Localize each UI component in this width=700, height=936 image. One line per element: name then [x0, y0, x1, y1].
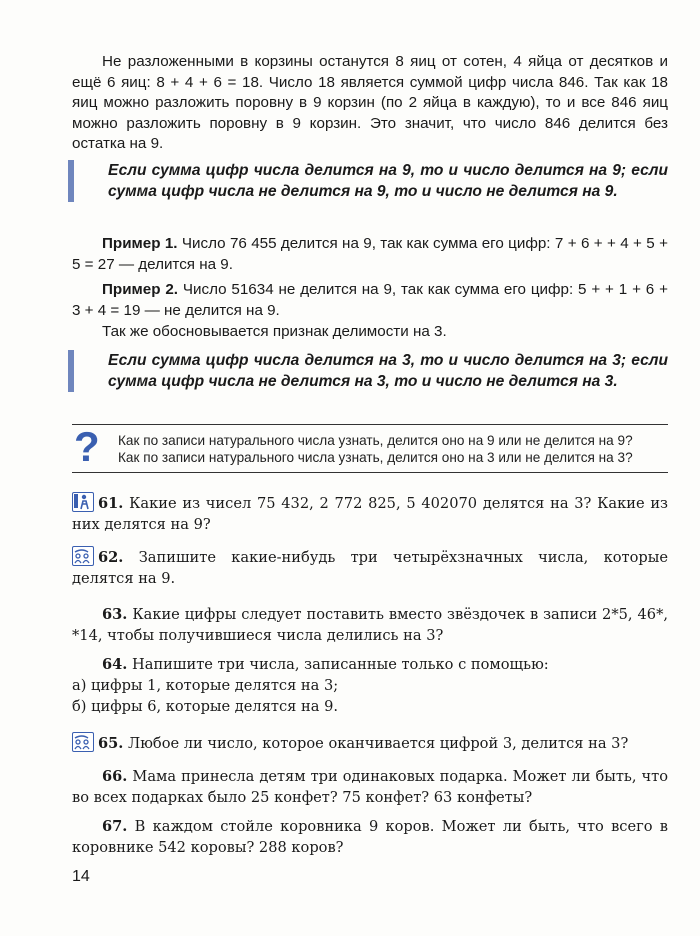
question-mark-icon: ?: [74, 423, 100, 470]
exercise-66-number: 66.: [102, 768, 128, 785]
exercise-64-number: 64.: [102, 656, 128, 673]
exercise-62-number: 62.: [98, 549, 124, 566]
exercise-64-part-b: б) цифры 6, которые делятся на 9.: [72, 698, 338, 715]
transition-text: Так же обосновывается признак делимости на 3.: [102, 323, 447, 340]
exercise-65-text: Любое ли число, которое оканчивается цифрой 3, делится на 3?: [128, 735, 629, 752]
intro-paragraph: Не разложенными в корзины останутся 8 яиц от сотен, 4 яйца от десятков и ещё 6 яиц: 8 + 4 + 6 = 18. Число 18 является суммой цифр числа 846. Так как 18 яиц можно разложить поровну в 9 корзин (по 2 яйца в каждую), то и все 846 яиц можно разложить поровну в 9 корзин. Это значит, что число 846 делится без остатка на 9.: [72, 53, 668, 152]
exercise-64-text: Напишите три числа, записанные только с помощью:: [132, 656, 549, 673]
question-1: Как по записи натурального числа узнать, делится оно на 9 или не делится на 9?: [118, 433, 633, 448]
exercise-64: [72, 654, 668, 717]
example-2-text: Число 51634 не делится на 9, так как сумма его цифр: 5 + + 1 + 6 + 3 + 4 = 19 — не делится на 9.: [72, 281, 668, 319]
exercise-61-number: 61.: [98, 495, 124, 512]
exercise-61-text: Какие из чисел 75 432, 2 772 825, 5 402070 делятся на 3? Какие из них делятся на 9?: [72, 495, 669, 533]
exercise-67-number: 67.: [102, 818, 128, 835]
exercise-66: [72, 766, 668, 808]
exercise-64-stem: [72, 654, 668, 675]
example-2: [72, 280, 668, 321]
example-1-label: Пример 1.: [102, 235, 178, 252]
rule-9-text: Если сумма цифр числа делится на 9, то и число делится на 9; если сумма цифр числа не делится на 9, то и число не делится на 9.: [108, 162, 668, 200]
independent-work-icon: [72, 492, 94, 512]
example-1-text: Число 76 455 делится на 9, так как сумма его цифр: 7 + 6 + + 4 + 5 + 5 = 27 — делится на 9.: [72, 235, 668, 273]
rule-divisibility-3: [68, 350, 668, 392]
exercise-62: [72, 546, 668, 589]
review-questions: [118, 432, 678, 466]
exercise-63-number: 63.: [102, 606, 128, 623]
exercise-65: [72, 732, 668, 754]
example-2-label: Пример 2.: [102, 281, 179, 298]
exercise-67-text: В каждом стойле коровника 9 коров. Может ли быть, что всего в коровнике 542 коровы? 288 коров?: [72, 818, 668, 856]
exercise-63-text: Какие цифры следует поставить вместо звёздочек в записи 2*5, 46*, *14, чтобы получившиеся числа делились на 3?: [72, 606, 669, 644]
rule-3-text: Если сумма цифр числа делится на 3, то и число делится на 3; если сумма цифр числа не делится на 3, то и число не делится на 3.: [108, 352, 668, 390]
pair-work-icon: [72, 732, 94, 752]
page-number: 14: [72, 868, 90, 885]
exercise-65-number: 65.: [98, 735, 124, 752]
exercise-67: [72, 816, 668, 858]
pair-work-icon: [72, 546, 94, 566]
question-2: Как по записи натурального числа узнать, делится оно на 3 или не делится на 3?: [118, 450, 633, 465]
exercise-64-part-a: а) цифры 1, которые делятся на 3;: [72, 677, 339, 694]
divider-bottom: [72, 472, 668, 473]
divider-top: [72, 424, 668, 425]
exercise-62-text: Запишите какие-нибудь три четырёхзначных числа, которые делятся на 9.: [72, 549, 668, 587]
exercise-63: [72, 604, 668, 646]
exercise-61: [72, 492, 668, 535]
exercise-66-text: Мама принесла детям три одинаковых подарка. Может ли быть, что во всех подарках было 25 конфет? 75 конфет? 63 конфеты?: [72, 768, 668, 806]
rule-divisibility-9: [68, 160, 668, 202]
example-1: [72, 234, 668, 275]
